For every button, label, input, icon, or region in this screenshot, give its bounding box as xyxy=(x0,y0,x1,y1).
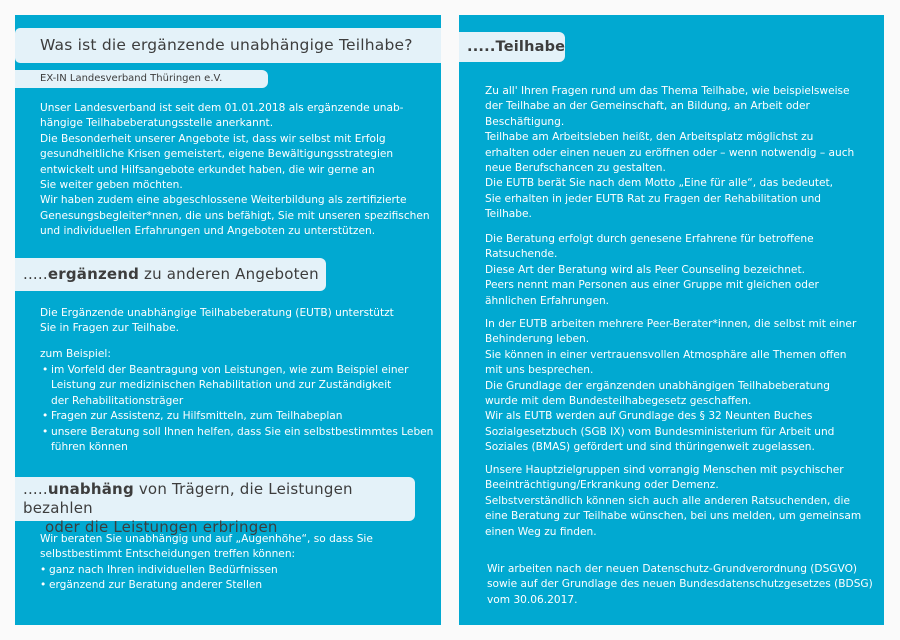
left-panel xyxy=(15,15,441,625)
list-item xyxy=(40,563,440,578)
heading-rest: zu anderen Angeboten xyxy=(139,265,319,283)
bullet-icon: • xyxy=(40,564,47,576)
right-panel xyxy=(459,15,884,625)
bullet-text: ergänzend zur Beratung anderer Stellen xyxy=(49,579,263,592)
heading-bold: unabhäng xyxy=(47,480,134,498)
heading-rest: von Trägern, die Leistungen bezahlen xyxy=(23,480,353,517)
bullet-text: ganz nach Ihren individuellen Bedürfnissen xyxy=(49,564,278,576)
list-item xyxy=(42,409,442,424)
bullet-icon: • xyxy=(42,425,49,438)
bullet-icon: • xyxy=(40,579,47,592)
section-heading-teilhabe: .....Teilhabe xyxy=(459,32,565,62)
bullet-icon: • xyxy=(42,364,49,376)
list-item xyxy=(42,425,442,456)
heading-bold: ergänzend xyxy=(47,265,140,283)
intro-text: Unser Landesverband ist seit dem 01.01.2018 als ergänzende unab- hängige Teilhabeberatungsstelle anerkannt. Die Besonderheit unserer Angebote ist, dass wir selbst mit Erfolg gesundheitliche Krisen gemeistert, eigene Bewältigungsstrategien entwickelt und Hilfsangebote erkundet haben, die wir gerne an Sie weiter geben möchten. Wir haben zudem eine abgeschlossene Weiterbildung als zertifizierte Genesungsbegleiter*nnen, die uns befähigt, Sie mit unseren spezifischen und individuellen Erfahrungen und Angeboten zu unterstützen. xyxy=(40,102,430,238)
list-item xyxy=(42,363,442,409)
bullet-text: Fragen zur Assistenz, zu Hilfsmitteln, zum Teilhabeplan xyxy=(51,410,343,423)
page-title: Was ist die ergänzende unabhängige Teilhabe? xyxy=(15,28,441,63)
section-heading-ergaenzend xyxy=(15,258,326,291)
paragraph-zielgruppen: Unsere Hauptzielgruppen sind vorrangig Menschen mit psychischer Beeinträchtigung/Erkrankung oder Demenz. Selbstverständlich können sich auch alle anderen Ratsuchenden, die eine Beratung zur Teilhabe wünschen, bei uns melden, um gemeinsam einen Weg zu finden. xyxy=(485,464,862,538)
list-item xyxy=(40,578,440,593)
paragraph-teilhabe: Zu all' Ihren Fragen rund um das Thema Teilhabe, wie beispielsweise der Teilhabe an der Gemeinschaft, an Bildung, an Arbeit oder Beschäftigung. Teilhabe am Arbeitsleben heißt, den Arbeitsplatz möglichst zu erhalten oder einen neuen zu eröffnen oder – wenn notwendig – auch neue Berufschancen zu gestalten. Die EUTB berät Sie nach dem Motto „Eine für alle“, das bedeutet, Sie erhalten in jeder EUTB Rat zu Fragen der Rehabilitation und Teilhabe. xyxy=(485,85,855,221)
heading-line2: oder die Leistungen erbringen xyxy=(45,518,278,536)
section-heading-unabhaeng xyxy=(15,477,415,536)
organization-label: EX-IN Landesverband Thüringen e.V. xyxy=(15,70,268,88)
paragraph-peer-counseling: Die Beratung erfolgt durch genesene Erfahrene für betroffene Ratsuchende. Diese Art der Beratung wird als Peer Counseling bezeichnet. Peers nennt man Personen aus einer Gruppe mit gleichen oder ähnlichen Erfahrungen. xyxy=(485,233,819,307)
example-bullet-list xyxy=(42,363,442,455)
paragraph-peer-berater: In der EUTB arbeiten mehrere Peer-Berater*innen, die selbst mit einer Behinderung leben. Sie können in einer vertrauensvollen Atmosphäre alle Themen offen mit uns besprechen. Die Grundlage der ergänzenden unabhängigen Teilhabeberatung wurde mit dem Bundesteilhabegesetz geschaffen. Wir als EUTB werden auf Grundlage des § 32 Neunten Buches Sozialgesetzbuch (SGB IX) vom Bundesministerium für Arbeit und Soziales (BMAS) gefördert und sind thüringenweit zugelassen. xyxy=(485,318,857,454)
example-label: zum Beispiel: xyxy=(40,348,111,360)
bullet-text: im Vorfeld der Beantragung von Leistungen, wie zum Beispiel einer Leistung zur medizinischen Rehabilitation und zur Zuständigkeit der Rehabilitationsträger xyxy=(51,364,409,407)
ergaenzend-text: Die Ergänzende unabhängige Teilhabeberatung (EUTB) unterstützt Sie in Fragen zur Teilhabe. xyxy=(40,307,394,335)
bullet-text: unsere Beratung soll Ihnen helfen, dass Sie ein selbstbestimmtes Leben führen können xyxy=(51,425,434,454)
bullet-icon: • xyxy=(42,410,49,423)
paragraph-datenschutz: Wir arbeiten nach der neuen Datenschutz-Grundverordnung (DSGVO) sowie auf der Grundlage des neuen Bundesdatenschutzgesetzes (BDSG) vom 30.06.2017. xyxy=(487,563,873,606)
heading-prefix: ..... xyxy=(23,265,48,283)
unabhaeng-text: Wir beraten Sie unabhängig und auf „Augenhöhe“, so dass Sie selbstbestimmt Entscheidungen treffen können: xyxy=(40,533,373,561)
unabhaeng-bullet-list xyxy=(40,563,440,594)
heading-prefix: ..... xyxy=(23,480,48,498)
